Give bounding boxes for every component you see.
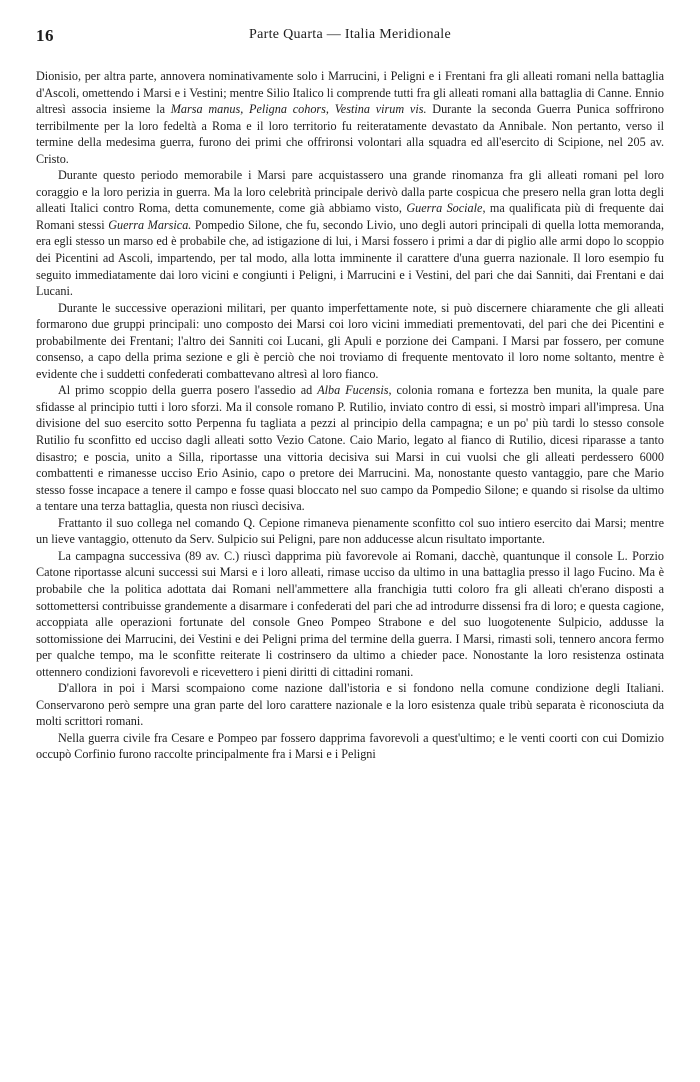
text-segment: , ma qualificata più di frequente dai Romani stessi — [36, 201, 665, 232]
paragraph — [36, 167, 664, 299]
paragraph — [36, 382, 664, 514]
text-segment: Dionisio, per altra parte, annovera nominativamente solo i Marrucini, i Peligni e i Frentani fra gli alleati romani nella battaglia d'Ascoli, omettendo i Marsi e i Vestini; mentre Silio Italico li comprende tutti fra gli alleati romani alla battaglia di Canne. Ennio altresì associa insieme la — [36, 69, 664, 117]
running-title: Parte Quarta — Italia Meridionale — [249, 27, 451, 42]
body-text — [36, 68, 664, 763]
italic-text-segment: Guerra Sociale — [406, 201, 483, 216]
italic-text-segment: Marsa manus, Peligna cohors, Vestina virum vis. — [170, 102, 427, 117]
paragraph — [36, 68, 664, 167]
text-segment: , colonia romana e fortezza ben munita, la quale pare sfidasse al principio tutti i loro sforzi. Ma il console romano P. Rutilio, inviato contro di essi, si mostrò impari all'impresa. Una divisione del suo esercito sotto Perpenna fu tagliata a pezzi al principio della campagna; e un po' più tardi lo stesso console Rutilio fu sconfitto ed ucciso dagli alleati sotto Vezio Catone. Caio Mario, legato al fianco di Rutilio, dicesi riparasse a tanto disastro; e poscia, unito a Silla, riportasse una vittoria decisiva sui Marsi in cui vuolsi che gli alleati perdessero 6000 combattenti e rimanesse ucciso Erio Asinio, capo o pretore dei Marrucini. Ma, nonostante questo vantaggio, pare che Mario stesso fosse incapace a tenere il campo e fosse quasi bloccato nel suo campo da Pompedio Silone; e quando si risolse da ultimo a tentare una terza battaglia, questa non riuscì decisiva. — [36, 383, 664, 514]
paragraph — [36, 300, 664, 383]
text-segment: Nella guerra civile fra Cesare e Pompeo par fossero dapprima favorevoli a quest'ultimo; e le venti coorti con cui Domizio occupò Corfinio furono raccolte principalmente fra i Marsi e i Peligni — [36, 730, 664, 762]
text-segment: Frattanto il suo collega nel comando Q. Cepione rimaneva pienamente sconfitto col suo intiero esercito dai Marsi; mentre un lieve vantaggio, ottenuto da Serv. Sulpicio sui Peligni, pare non adducesse alcun risultato importante. — [36, 515, 664, 547]
text-segment: Al primo scoppio della guerra posero l'assedio ad — [58, 383, 318, 398]
paragraph — [36, 548, 664, 680]
paragraph — [36, 730, 664, 763]
text-segment: Durante le successive operazioni militari, per quanto imperfettamente note, si può discernere chiaramente che gli alleati formarono due gruppi principali: uno composto dei Marsi coi loro vicini immediati prementovati, del pari che dei Picentini e probabilmente dei Frentani; l'altro dei Sanniti coi Lucani, gli Apuli e porzione dei Campani. I Marsi par fossero, per comune consenso, a capo della prima sezione e gli è perciò che noi troviamo di frequente mentovato il loro nome soltanto, mentre è evidente che i suddetti confederati combattevano altresì al loro fianco. — [36, 300, 664, 381]
italic-text-segment: Alba Fucensis — [317, 383, 389, 398]
italic-text-segment: Guerra Marsica. — [108, 217, 192, 232]
paragraph — [36, 515, 664, 548]
paragraph — [36, 680, 664, 730]
text-segment: Durante la seconda Guerra Punica soffrirono terribilmente per la loro fedeltà a Roma e il loro territorio fu reiteratamente devastato da Annibale. Non pertanto, verso il termine della medesima guerra, furono dei primi che offrironsi volontari alla squadra ed all'esercito di Scipione, nel 205 av. Cristo. — [36, 102, 664, 166]
text-segment: Pompedio Silone, che fu, secondo Livio, uno degli autori principali di quella lotta memoranda, era egli stesso un marso ed è probabile che, ad istigazione di lui, i Marsi fossero i primi a dar di piglio alle armi dopo lo scoppio dei Picentini ad Ascoli, impartendo, per tal modo, alla lotta imminente il carattere d'una guerra nazionale. Il loro esempio fu seguito immediatamente dai loro vicini e congiunti i Peligni, i Marrucini e i Vestini, del pari che dai Sanniti, dai Frentani e dai Lucani. — [36, 217, 664, 299]
page-number: 16 — [36, 26, 54, 45]
text-segment: D'allora in poi i Marsi scompaiono come nazione dall'istoria e si fondono nella comune condizione degli Italiani. Conservarono però sempre una gran parte del loro carattere nazionale e la loro esistenza quale tribù separata è riconosciuta da molti scrittori romani. — [36, 681, 664, 729]
running-header — [36, 26, 664, 50]
text-segment: Durante questo periodo memorabile i Marsi pare acquistassero una grande rinomanza fra gli alleati romani pel loro coraggio e la loro perizia in guerra. Ma la loro celebrità principale derivò dalla parte cospicua che presero nella gran lotta degli alleati Italici contro Roma, detta comunemente, come già abbiamo visto, — [36, 168, 664, 216]
text-segment: La campagna successiva (89 av. C.) riuscì dapprima più favorevole ai Romani, dacchè, quantunque il console L. Porzio Catone riportasse alcuni successi sui Marsi e i loro alleati, rimase ucciso da ultimo in una battaglia presso il lago Fucino. Ma è probabile che la politica adottata dai Romani nell'ammettere alla franchigia tutti coloro fra gli alleati ch'erano disposti a sottomettersi contribuisse grandemente a disarmare i confederati del pari che ad introdurre dissensi fra di loro; e questa cagione, accoppiata alle operazioni fortunate del console Gneo Pompeo Strabone e del suo luogotenente Sulpicio, addusse la sottomissione dei Marrucini, dei Vestini e dei Peligni prima del termine della guerra. I Marsi, rimasti soli, tennero ancora fermo per qualche tempo, ma le sconfitte reiterate li costrinsero da ultimo a chieder pace. Nonostante la loro resistenza ostinata ottennero condizioni favorevoli e ricevettero i pieni diritti di cittadini romani. — [36, 548, 664, 679]
